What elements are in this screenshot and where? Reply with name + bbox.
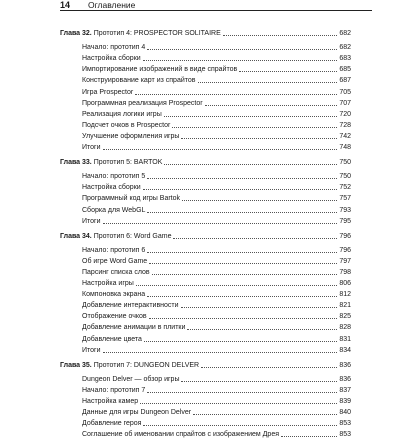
entry-title: Начало: прототип 6	[82, 246, 146, 254]
toc-entry-row	[60, 216, 351, 227]
leader-dots	[103, 222, 338, 224]
entry-title: Настройка игры	[82, 280, 134, 288]
toc-entry-row	[60, 98, 351, 109]
table-of-contents	[60, 16, 351, 440]
leader-dots	[140, 402, 337, 404]
entry-title: Улучшение оформления игры	[82, 132, 180, 140]
leader-dots	[144, 340, 337, 342]
leader-dots	[135, 93, 337, 95]
page-ref: 798	[339, 268, 351, 276]
toc-entry-row	[60, 289, 351, 300]
toc-entry-row	[60, 204, 351, 215]
entry-title: Соглашение об именовании спрайтов с изображением Дрея	[82, 431, 279, 439]
toc-chapter-row	[60, 231, 351, 242]
entry-title: Добавление героя	[82, 420, 142, 428]
toc-entry-row	[60, 120, 351, 131]
toc-chapter-row	[60, 28, 351, 39]
running-title: Оглавление	[88, 0, 136, 10]
page-ref: 750	[339, 173, 351, 181]
toc-entry-row	[60, 142, 351, 153]
toc-entry-row	[60, 300, 351, 311]
page-ref: 831	[339, 335, 351, 343]
leader-dots	[239, 70, 337, 72]
entry-title: Данные для игры Dungeon Delver	[82, 409, 192, 417]
chapter-label: Глава 34.	[60, 232, 92, 240]
toc-entry-row	[60, 193, 351, 204]
page-header	[60, 0, 372, 11]
chapter-name: Прототип 4: PROSPECTOR SOLITAIRE	[93, 30, 221, 38]
toc-entry-row	[60, 171, 351, 182]
leader-dots	[147, 48, 337, 50]
entry-title: Настройка камер	[82, 398, 139, 405]
chapter-name: Прототип 6: Word Game	[93, 232, 172, 240]
leader-dots	[205, 104, 338, 106]
page-ref: 834	[339, 346, 351, 354]
toc-entry-row	[60, 64, 351, 75]
chapter-title	[60, 231, 171, 242]
entry-title: Начало: прототип 4	[82, 44, 146, 52]
leader-dots	[147, 177, 337, 179]
leader-dots	[173, 237, 337, 239]
leader-dots	[147, 391, 337, 393]
leader-dots	[103, 351, 338, 353]
chapter-title	[60, 157, 162, 168]
leader-dots	[181, 306, 338, 308]
page-ref: 750	[339, 159, 351, 167]
entry-title: Об игре Word Game	[82, 257, 148, 265]
leader-dots	[187, 328, 337, 330]
entry-title: Добавление анимации в плитки	[82, 324, 186, 332]
toc-entry-row	[60, 75, 351, 86]
toc-entry-row	[60, 53, 351, 64]
entry-title: Конструирование карт из спрайтов	[82, 77, 196, 85]
leader-dots	[164, 115, 338, 117]
entry-title: Настройка сборки	[82, 184, 141, 192]
page-ref: 728	[339, 121, 351, 129]
leader-dots	[281, 435, 337, 437]
page-ref: 796	[339, 246, 351, 254]
toc-entry-row	[60, 374, 351, 385]
chapter-name: Прототип 5: BARTOK	[93, 159, 163, 167]
chapter-title	[60, 360, 199, 371]
page-ref: 705	[339, 88, 351, 96]
page-ref: 683	[339, 55, 351, 63]
toc-entry-row	[60, 345, 351, 356]
chapter-title	[60, 28, 221, 39]
page-ref: 839	[339, 398, 351, 405]
page-ref: 752	[339, 184, 351, 192]
leader-dots	[147, 251, 337, 253]
page-ref: 720	[339, 110, 351, 118]
page-ref: 806	[339, 280, 351, 288]
toc-entry-row	[60, 86, 351, 97]
toc-chapter-row	[60, 360, 351, 371]
toc-entry-row	[60, 396, 351, 407]
page-ref: 687	[339, 77, 351, 85]
toc-entry-row	[60, 42, 351, 53]
leader-dots	[147, 211, 337, 213]
entry-title: Программный код игры Bartok	[82, 195, 181, 203]
leader-dots	[181, 137, 337, 139]
toc-entry-row	[60, 131, 351, 142]
page-ref: 685	[339, 66, 351, 74]
page-ref: 840	[339, 409, 351, 417]
page-number: 14	[60, 0, 71, 10]
leader-dots	[149, 262, 337, 264]
entry-title: Начало: прототип 7	[82, 386, 146, 394]
toc-entry-row	[60, 407, 351, 418]
page-ref: 797	[339, 257, 351, 265]
leader-dots	[147, 295, 337, 297]
leader-dots	[143, 188, 338, 190]
entry-title: Добавление интерактивности	[82, 302, 179, 310]
entry-title: Программная реализация Prospector	[82, 99, 203, 107]
page-ref: 795	[339, 217, 351, 225]
entry-title: Реализация логики игры	[82, 110, 162, 118]
leader-dots	[198, 81, 338, 83]
leader-dots	[136, 284, 338, 286]
leader-dots	[103, 148, 338, 150]
leader-dots	[201, 366, 337, 368]
page-ref: 682	[339, 44, 351, 52]
toc-entry-row	[60, 256, 351, 267]
leader-dots	[223, 34, 338, 36]
entry-title: Итоги	[82, 144, 101, 152]
page-ref: 837	[339, 386, 351, 394]
entry-title: Игра Prospector	[82, 88, 134, 96]
entry-title: Итоги	[82, 346, 101, 354]
toc-entry-row	[60, 311, 351, 322]
page-ref: 812	[339, 291, 351, 299]
toc-entry-row	[60, 429, 351, 440]
leader-dots	[149, 317, 338, 319]
toc-entry-row	[60, 182, 351, 193]
page-ref: 836	[339, 375, 351, 383]
leader-dots	[143, 424, 337, 426]
leader-dots	[143, 59, 338, 61]
page-ref: 748	[339, 144, 351, 152]
toc-entry-row	[60, 333, 351, 344]
chapter-label: Глава 33.	[60, 159, 92, 167]
toc-entry-row	[60, 245, 351, 256]
page-ref: 836	[339, 361, 351, 369]
chapter-label: Глава 35.	[60, 361, 92, 369]
leader-dots	[164, 163, 337, 165]
toc-entry-row	[60, 322, 351, 333]
entry-title: Сборка для WebGL	[82, 206, 146, 214]
page-ref: 825	[339, 313, 351, 321]
entry-title: Импортирование изображений в виде спрайтов	[82, 66, 238, 74]
page-ref: 707	[339, 99, 351, 107]
entry-title: Добавление цвета	[82, 335, 142, 343]
entry-title: Dungeon Delver — обзор игры	[82, 375, 180, 383]
page-ref: 796	[339, 232, 351, 240]
leader-dots	[172, 126, 337, 128]
leader-dots	[152, 273, 338, 275]
chapter-name: Прототип 7: DUNGEON DELVER	[93, 361, 200, 369]
leader-dots	[193, 413, 337, 415]
page-ref: 821	[339, 302, 351, 310]
toc-entry-row	[60, 278, 351, 289]
entry-title: Компоновка экрана	[82, 291, 146, 299]
page-ref: 757	[339, 195, 351, 203]
entry-title: Начало: прототип 5	[82, 173, 146, 181]
entry-title: Парсинг списка слов	[82, 268, 150, 276]
entry-title: Итоги	[82, 217, 101, 225]
page-ref: 742	[339, 132, 351, 140]
toc-chapter-row	[60, 157, 351, 168]
chapter-label: Глава 32.	[60, 30, 92, 38]
page-ref: 793	[339, 206, 351, 214]
page-ref: 828	[339, 324, 351, 332]
leader-dots	[181, 380, 337, 382]
toc-entry-row	[60, 267, 351, 278]
page-ref: 853	[339, 431, 351, 439]
entry-title: Подсчет очков в Prospector	[82, 121, 171, 129]
entry-title: Отображение очков	[82, 313, 147, 321]
toc-entry-row	[60, 109, 351, 120]
page-ref: 682	[339, 30, 351, 38]
entry-title: Настройка сборки	[82, 55, 141, 63]
leader-dots	[182, 199, 337, 201]
page-ref: 853	[339, 420, 351, 428]
toc-entry-row	[60, 385, 351, 396]
